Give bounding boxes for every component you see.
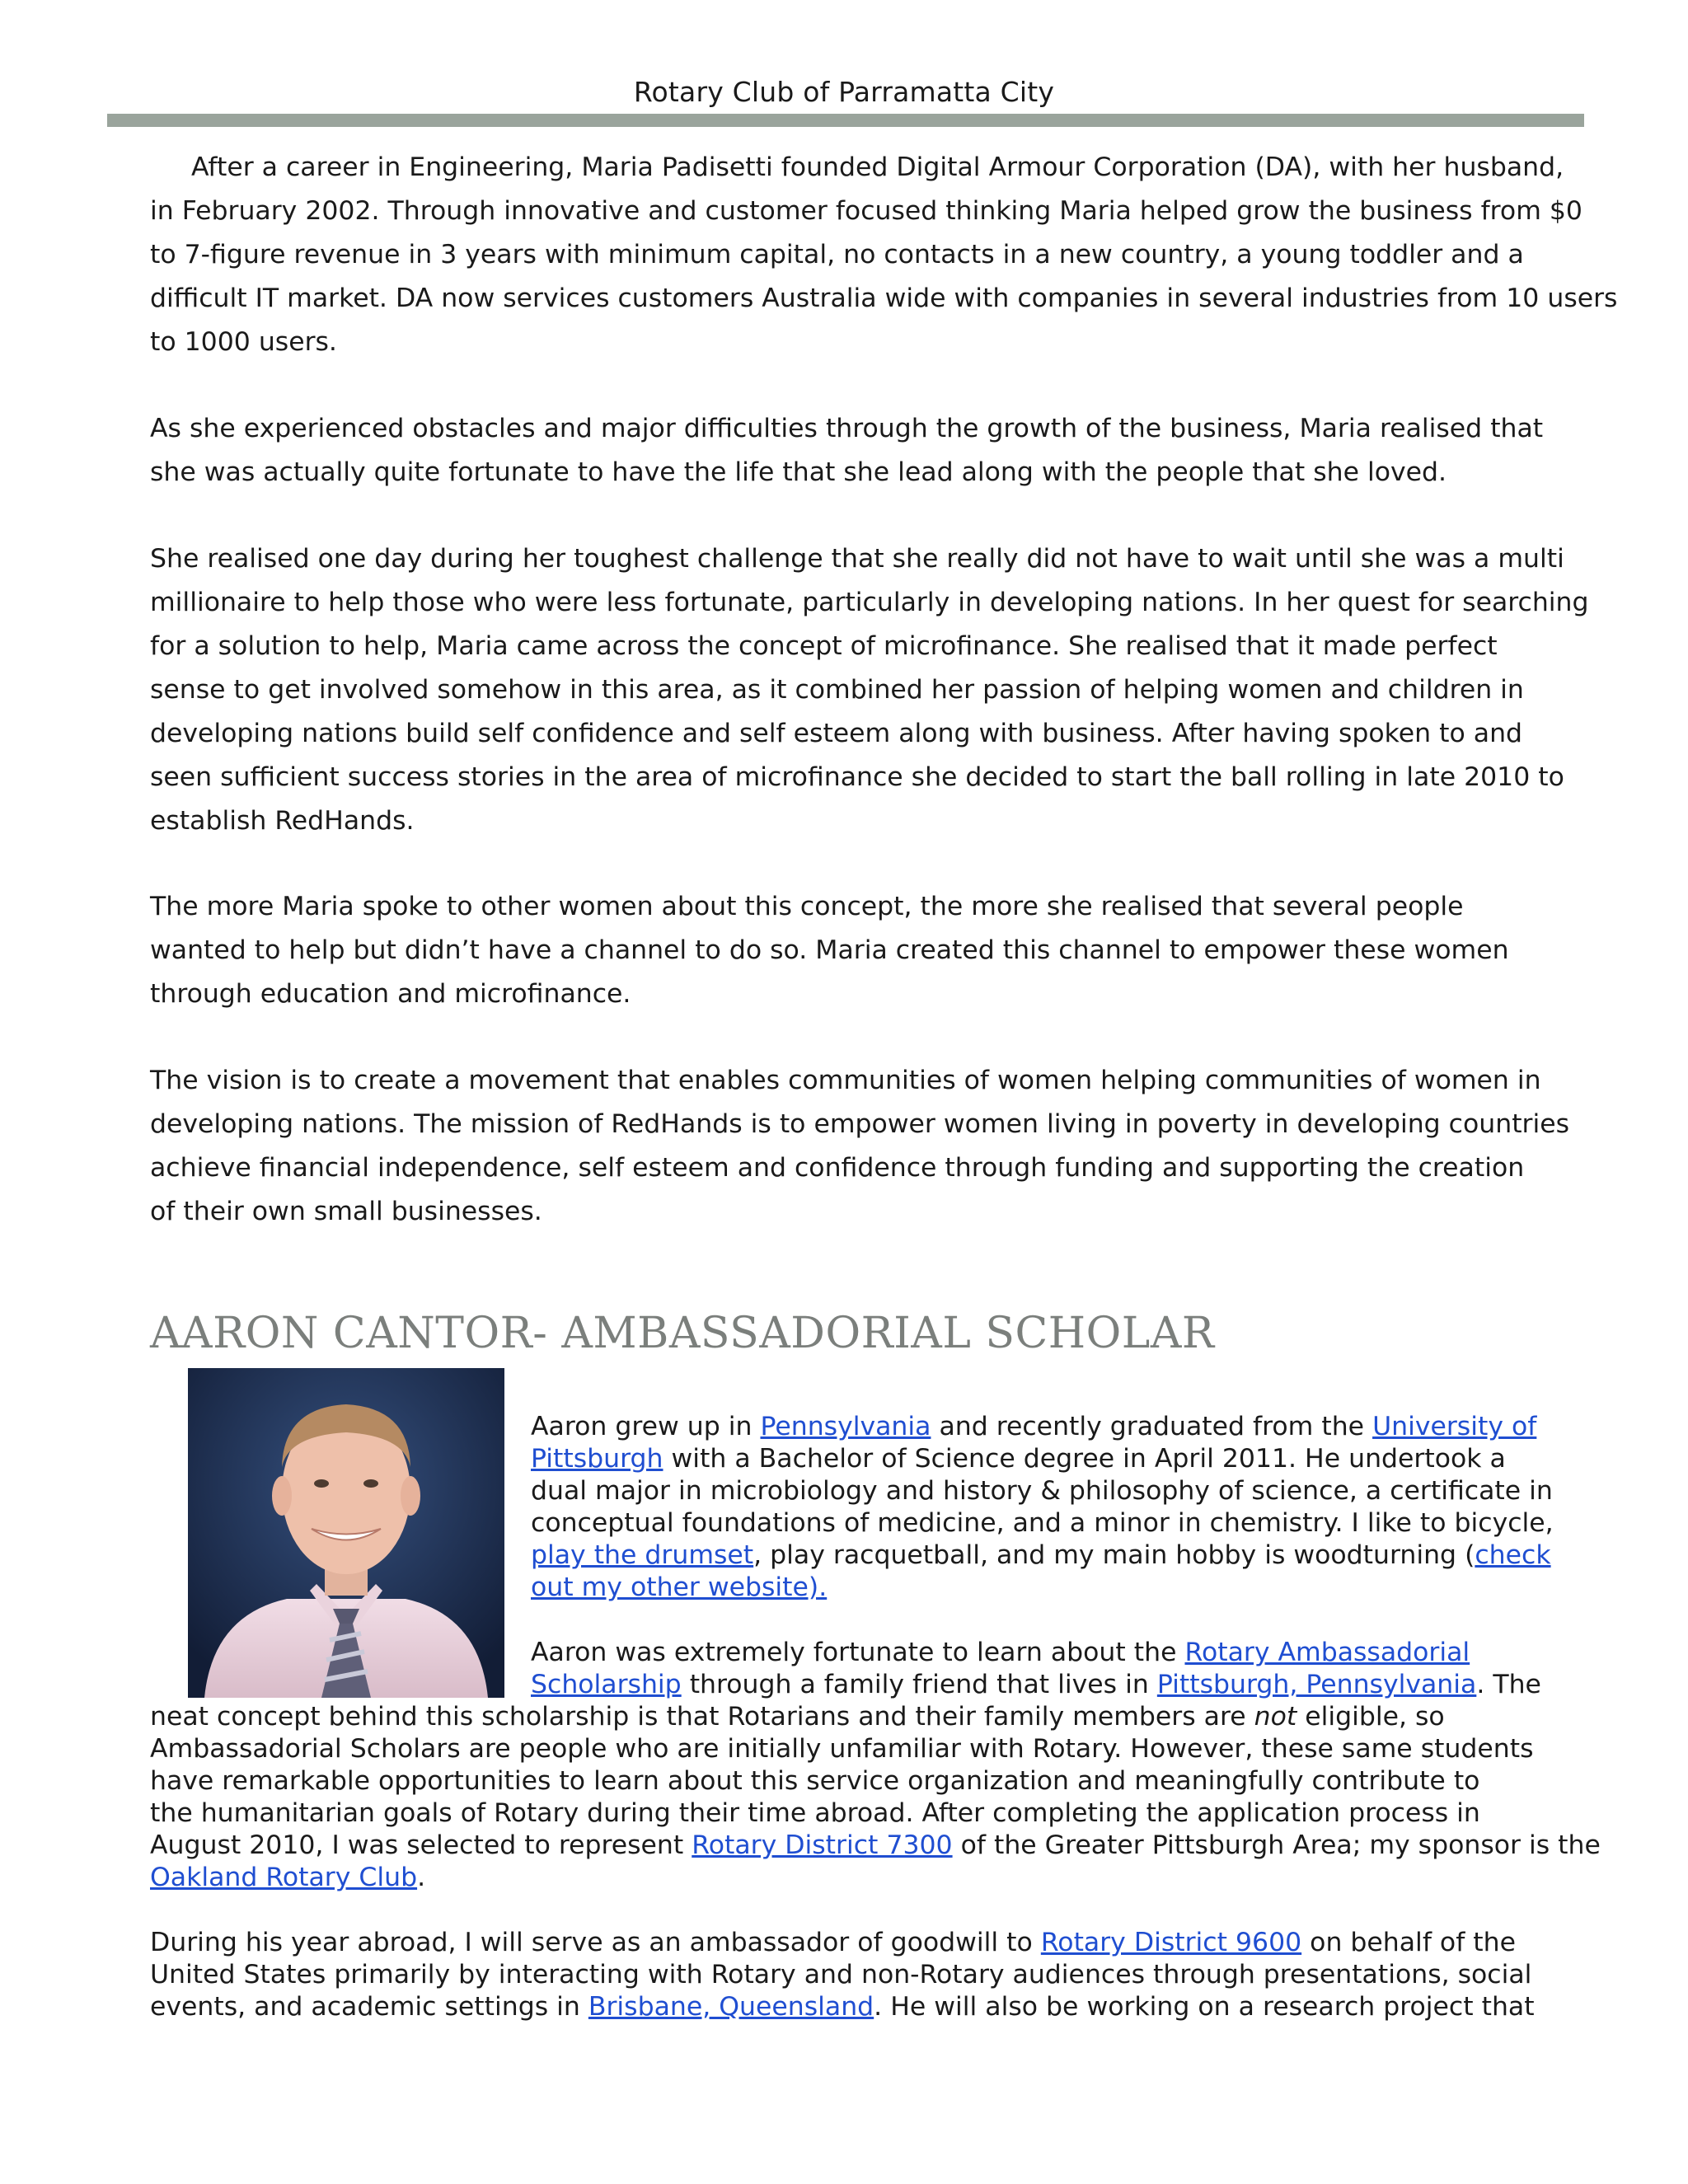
text-run: events, and academic settings in — [150, 1992, 588, 2022]
text-line — [531, 1669, 1541, 1701]
bio-paragraph-2 — [150, 407, 1551, 494]
text-line: difficult IT market. DA now services customers Australia wide with companies in several industries from 10 users — [150, 284, 1618, 313]
link-check-out-website[interactable]: check — [1475, 1540, 1551, 1570]
bio-paragraph-1 — [150, 146, 1618, 364]
text-line — [150, 1991, 1535, 2023]
text-run: with a Bachelor of Science degree in April 2011. He undertook a — [663, 1444, 1506, 1474]
text-run: eligible, so — [1296, 1702, 1445, 1732]
text-line — [531, 1443, 1554, 1475]
link-rotary-ambassadorial-scholarship[interactable]: Rotary Ambassadorial — [1184, 1638, 1470, 1667]
text-run: . — [417, 1863, 426, 1892]
text-line: establish RedHands. — [150, 806, 415, 836]
text-run: neat concept behind this scholarship is that Rotarians and their family members are — [150, 1702, 1254, 1732]
text-line: United States primarily by interacting with Rotary and non-Rotary audiences through presentations, social — [150, 1960, 1532, 1990]
text-line: After a career in Engineering, Maria Padisetti founded Digital Armour Corporation (DA), with her husband, — [191, 152, 1564, 182]
text-line — [531, 1540, 1554, 1572]
text-line — [531, 1411, 1554, 1443]
text-run: through a family friend that lives in — [681, 1670, 1157, 1699]
text-line: the humanitarian goals of Rotary during their time abroad. After completing the application process in — [150, 1798, 1480, 1828]
text-run: During his year abroad, I will serve as an ambassador of goodwill to — [150, 1928, 1041, 1957]
scholar-paragraph-2-top — [531, 1637, 1541, 1701]
link-oakland-rotary-club[interactable]: Oakland Rotary Club — [150, 1863, 418, 1892]
link-brisbane-queensland[interactable]: Brisbane, Queensland — [588, 1992, 874, 2022]
link-play-the-drumset[interactable]: play the drumset — [531, 1540, 754, 1570]
text-line — [531, 1637, 1541, 1669]
text-run: on behalf of the — [1301, 1928, 1516, 1957]
text-line: As she experienced obstacles and major difficulties through the growth of the business, Maria realised that — [150, 414, 1544, 443]
bio-paragraph-3 — [150, 537, 1589, 843]
text-line: She realised one day during her toughest challenge that she really did not have to wait until she was a multi — [150, 544, 1564, 574]
text-line — [150, 1701, 1601, 1733]
text-run: . He will also be working on a research project that — [874, 1992, 1535, 2022]
link-university-of-pittsburgh[interactable]: University of — [1372, 1412, 1537, 1441]
text-run: , play racquetball, and my main hobby is woodturning ( — [753, 1540, 1475, 1570]
emphasis-not: not — [1254, 1702, 1297, 1732]
link-check-out-website-cont[interactable]: out my other website). — [531, 1572, 828, 1602]
text-line: of their own small businesses. — [150, 1197, 542, 1226]
text-line: achieve financial independence, self esteem and confidence through funding and supporting the creation — [150, 1153, 1525, 1183]
text-line — [150, 1830, 1601, 1862]
header-rule — [107, 114, 1584, 127]
text-line — [150, 1927, 1535, 1959]
bio-paragraph-5 — [150, 1059, 1570, 1234]
page-header: Rotary Club of Parramatta City — [633, 76, 1055, 108]
text-line — [150, 1862, 1601, 1894]
portrait-photo — [188, 1368, 504, 1698]
text-line: have remarkable opportunities to learn about this service organization and meaningfully contribute to — [150, 1766, 1480, 1796]
text-line: The more Maria spoke to other women about this concept, the more she realised that several people — [150, 892, 1464, 921]
link-rotary-district-9600[interactable]: Rotary District 9600 — [1040, 1928, 1302, 1957]
section-title: AARON CANTOR- AMBASSADORIAL SCHOLAR — [150, 1309, 1215, 1358]
text-line: developing nations. The mission of RedHands is to empower women living in poverty in developing countries — [150, 1109, 1570, 1139]
scholar-paragraph-1 — [531, 1411, 1554, 1604]
text-line: for a solution to help, Maria came across the concept of microfinance. She realised that it made perfect — [150, 631, 1498, 661]
link-pennsylvania[interactable]: Pennsylvania — [760, 1412, 931, 1441]
text-line: developing nations build self confidence and self esteem along with business. After having spoken to and — [150, 719, 1523, 748]
text-run: . The — [1476, 1670, 1541, 1699]
text-line: The vision is to create a movement that enables communities of women helping communities of women in — [150, 1066, 1541, 1095]
link-rotary-ambassadorial-scholarship-cont[interactable]: Scholarship — [531, 1670, 682, 1699]
text-run: of the Greater Pittsburgh Area; my sponsor is the — [952, 1830, 1601, 1860]
text-run: Aaron grew up in — [531, 1412, 761, 1441]
text-line: seen sufficient success stories in the area of microfinance she decided to start the ball rolling in late 2010 to — [150, 762, 1564, 792]
text-line: dual major in microbiology and history & philosophy of science, a certificate in — [531, 1476, 1553, 1506]
link-pittsburgh-pennsylvania[interactable]: Pittsburgh, Pennsylvania — [1156, 1670, 1477, 1699]
link-rotary-district-7300[interactable]: Rotary District 7300 — [692, 1830, 953, 1860]
text-line: to 1000 users. — [150, 327, 337, 357]
text-line: in February 2002. Through innovative and customer focused thinking Maria helped grow the business from $0 — [150, 196, 1582, 226]
scholar-paragraph-2-body — [150, 1701, 1601, 1894]
text-line: through education and microfinance. — [150, 979, 631, 1009]
text-line: wanted to help but didn’t have a channel to do so. Maria created this channel to empower these women — [150, 935, 1509, 965]
text-run: and recently graduated from the — [931, 1412, 1373, 1441]
text-line: sense to get involved somehow in this area, as it combined her passion of helping women and children in — [150, 675, 1524, 705]
link-university-of-pittsburgh-cont[interactable]: Pittsburgh — [531, 1444, 663, 1474]
text-run: August 2010, I was selected to represent — [150, 1830, 692, 1860]
text-line: to 7-figure revenue in 3 years with minimum capital, no contacts in a new country, a young toddler and a — [150, 240, 1524, 269]
text-line: Ambassadorial Scholars are people who are initially unfamiliar with Rotary. However, these same students — [150, 1734, 1534, 1764]
text-line: she was actually quite fortunate to have the life that she lead along with the people that she loved. — [150, 457, 1447, 487]
bio-paragraph-4 — [150, 885, 1551, 1016]
scholar-paragraph-3 — [150, 1927, 1535, 2023]
text-line: conceptual foundations of medicine, and a minor in chemistry. I like to bicycle, — [531, 1508, 1554, 1538]
text-line — [531, 1572, 1554, 1604]
text-run: Aaron was extremely fortunate to learn about the — [531, 1638, 1185, 1667]
text-line: millionaire to help those who were less fortunate, particularly in developing nations. In her quest for searching — [150, 588, 1589, 617]
